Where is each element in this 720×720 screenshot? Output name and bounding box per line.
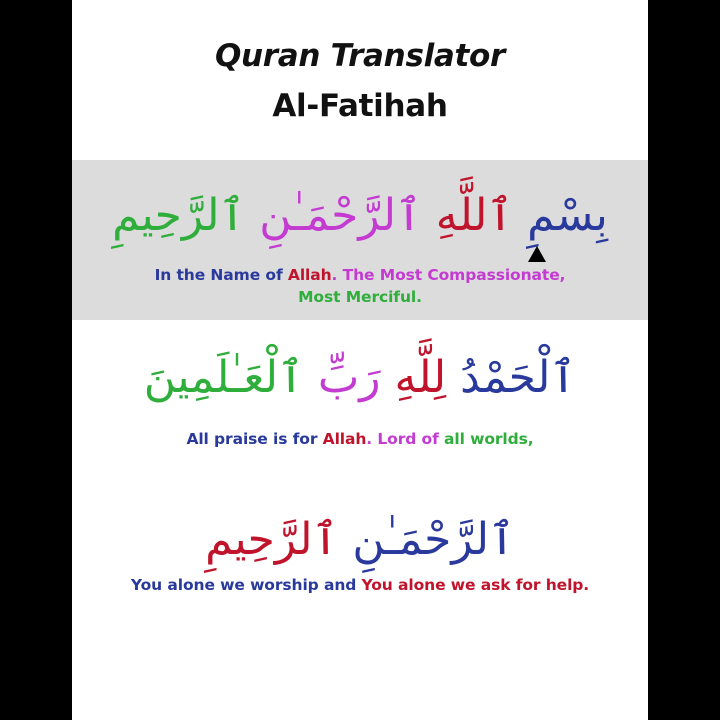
translation-segment: All praise is for	[186, 430, 323, 448]
translation-segment: all worlds,	[444, 430, 534, 448]
arabic-word-rahim: ٱلرَّحِيمِ	[112, 190, 246, 241]
verse-1-arabic	[72, 186, 648, 246]
header	[72, 0, 648, 160]
video-frame	[72, 0, 648, 720]
arabic-word-rahman: ٱلرَّحْمَـٰنِ	[259, 190, 422, 241]
verse-1-translation	[112, 264, 608, 308]
translation-segment: . The Most Compassionate,	[331, 266, 566, 284]
surah-title: Al-Fatihah	[272, 88, 448, 124]
verse-1-highlighted[interactable]	[72, 160, 648, 320]
translation-segment: In the Name of	[154, 266, 288, 284]
arabic-word-rahim: ٱلرَّحِيمِ	[205, 514, 339, 565]
translation-segment-allah: Allah	[287, 266, 332, 284]
translation-segment: . Lord of	[366, 430, 445, 448]
arabic-word-rabbi: رَبِّ	[317, 352, 381, 403]
translation-segment: You alone we worship and	[130, 576, 362, 594]
translation-segment-allah: Allah	[322, 430, 367, 448]
verse-3[interactable]	[72, 480, 648, 640]
arabic-word-bismi: بِسْمِ	[527, 190, 608, 241]
translation-segment: You alone we ask for help.	[361, 576, 590, 594]
arabic-word-allah: ٱللَّهِ	[435, 190, 514, 241]
arabic-word-alhamdu: ٱلْحَمْدُ	[460, 352, 577, 403]
verse-2-translation	[112, 428, 608, 450]
verse-2-arabic	[72, 348, 648, 408]
app-title: Quran Translator	[214, 38, 506, 74]
arabic-word-lillah: لِلَّهِ	[394, 352, 447, 403]
pointer-cursor-icon	[528, 246, 546, 262]
arabic-word-rahman: ٱلرَّحْمَـٰنِ	[352, 514, 515, 565]
translation-segment: Most Merciful.	[298, 288, 422, 306]
verse-3-arabic	[72, 510, 648, 570]
arabic-word-alamin: ٱلْعَـٰلَمِينَ	[143, 352, 304, 403]
verse-2[interactable]	[72, 320, 648, 480]
verse-3-translation	[112, 574, 608, 596]
